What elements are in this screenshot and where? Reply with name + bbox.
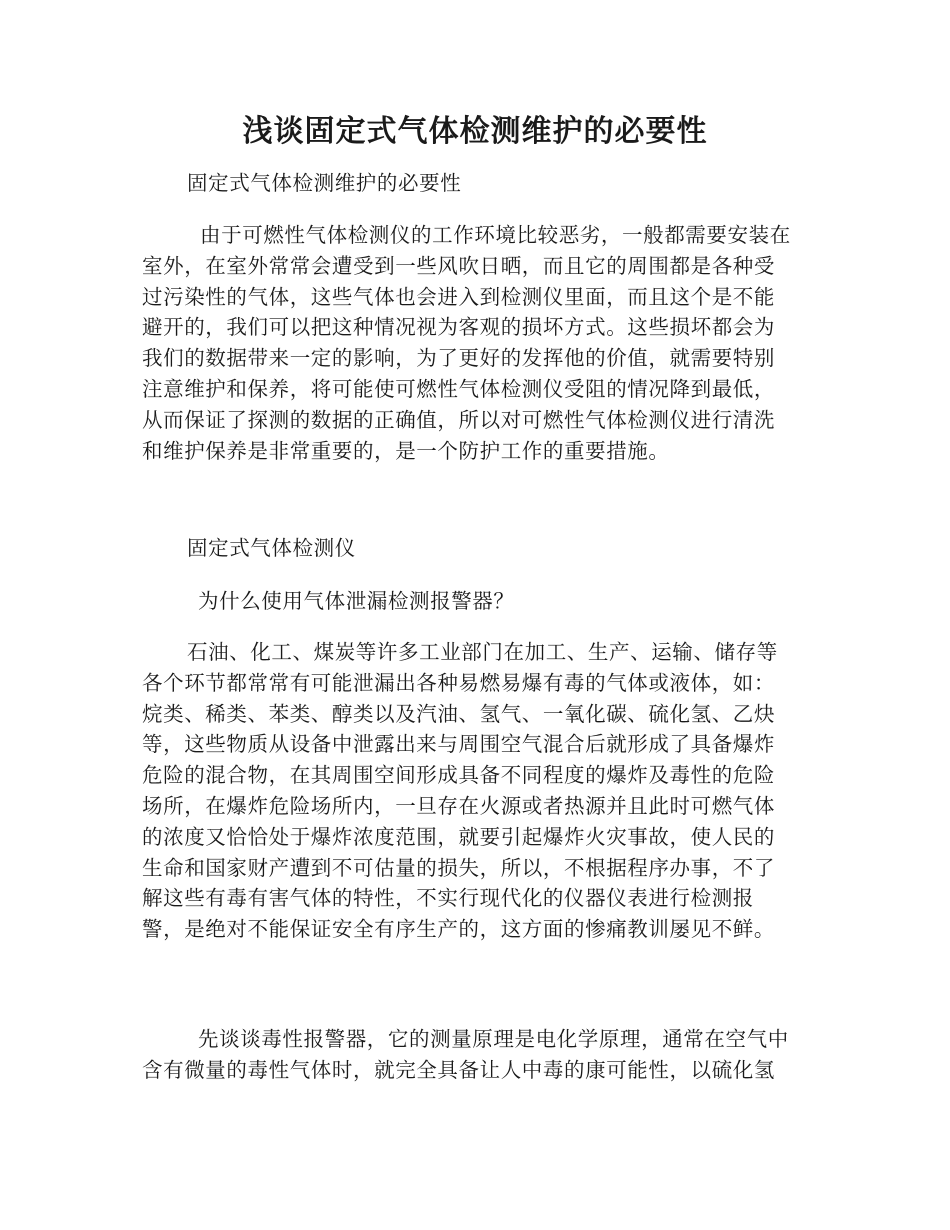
document-title: 浅谈固定式气体检测维护的必要性 <box>242 114 708 149</box>
paragraph-line: 和维护保养是非常重要的，是一个防护工作的重要措施。 <box>142 438 670 463</box>
question-heading-text: 为什么使用气体泄漏检测报警器？ <box>198 589 515 613</box>
paragraph-line: 危险的混合物，在其周围空间形成具备不同程度的爆炸及毒性的危险 <box>142 763 775 788</box>
paragraph-line: 室外，在室外常常会遭受到一些风吹日晒，而且它的周围都是各种受 <box>142 253 775 278</box>
paragraph-line: 场所，在爆炸危险场所内，一旦存在火源或者热源并且此时可燃气体 <box>142 793 775 818</box>
question-heading <box>198 586 860 617</box>
paragraph-line: 避开的，我们可以把这种情况视为客观的损坏方式。这些损坏都会为 <box>142 315 775 340</box>
section-heading <box>187 533 849 564</box>
subtitle-text: 固定式气体检测维护的必要性 <box>187 171 462 195</box>
paragraph-line: 各个环节都常常有可能泄漏出各种易燃易爆有毒的气体或液体，如： <box>142 670 775 695</box>
paragraph-line: 由于可燃性气体检测仪的工作环境比较恶劣，一般都需要安装在 <box>200 223 791 247</box>
paragraph-line: 烷类、稀类、苯类、醇类以及汽油、氢气、一氧化碳、硫化氢、乙炔 <box>142 701 775 726</box>
paragraph-line: 从而保证了探测的数据的正确值，所以对可燃性气体检测仪进行清洗 <box>142 407 775 432</box>
paragraph-line: 我们的数据带来一定的影响，为了更好的发挥他的价值，就需要特别 <box>142 346 775 371</box>
paragraph-line: 等，这些物质从设备中泄露出来与周围空气混合后就形成了具备爆炸 <box>142 732 775 757</box>
section-heading-text: 固定式气体检测仪 <box>187 536 356 560</box>
paragraph-why-detect <box>142 637 804 945</box>
paragraph-maintenance <box>142 220 804 466</box>
paragraph-line: 石油、化工、煤炭等许多工业部门在加工、生产、运输、储存等 <box>187 640 778 664</box>
paragraph-line: 警，是绝对不能保证安全有序生产的，这方面的惨痛教训屡见不鲜。 <box>142 917 775 942</box>
paragraph-line: 的浓度又恰恰处于爆炸浓度范围，就要引起爆炸火灾事故，使人民的 <box>142 824 775 849</box>
paragraph-toxic-alarm <box>142 1024 804 1086</box>
paragraph-line: 过污染性的气体，这些气体也会进入到检测仪里面，而且这个是不能 <box>142 284 775 309</box>
paragraph-line: 生命和国家财产遭到不可估量的损失，所以，不根据程序办事，不了 <box>142 855 775 880</box>
document-subtitle <box>187 168 849 199</box>
paragraph-line: 含有微量的毒性气体时，就完全具备让人中毒的康可能性，以硫化氢 <box>142 1057 775 1082</box>
paragraph-line: 解这些有毒有害气体的特性，不实行现代化的仪器仪表进行检测报 <box>142 886 754 911</box>
paragraph-line: 先谈谈毒性报警器，它的测量原理是电化学原理，通常在空气中 <box>198 1027 789 1051</box>
paragraph-line: 注意维护和保养，将可能使可燃性气体检测仪受阻的情况降到最低， <box>142 376 775 401</box>
